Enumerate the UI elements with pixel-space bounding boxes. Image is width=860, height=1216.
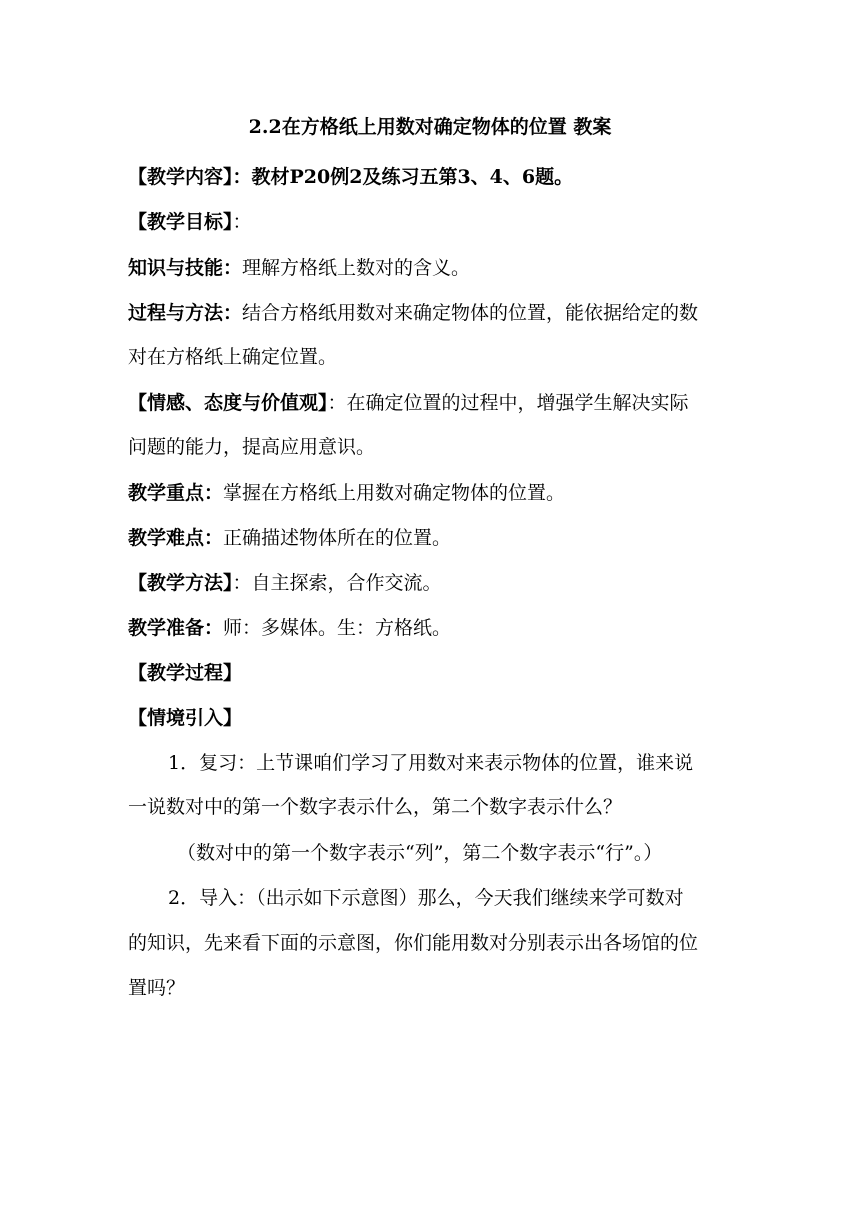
key-point-line [128,481,738,505]
key-point-text: 掌握在方格纸上用数对确定物体的位置。 [223,482,566,504]
difficulty-text: 正确描述物体所在的位置。 [223,527,452,549]
difficulty-line [128,526,738,550]
knowledge-skills-line [128,256,738,280]
emotion-values-text-1: ：在确定位置的过程中，增强学生解决实际 [327,392,689,414]
teaching-content-line [128,165,738,189]
knowledge-skills-label: 知识与技能： [128,257,243,279]
lead-in-line-2: 的知识，先来看下面的示意图，你们能用数对分别表示出各场馆的位 [128,932,699,954]
knowledge-skills-text: 理解方格纸上数对的含义。 [242,257,471,279]
scenario-intro-heading: 【情境引入】 [128,707,243,729]
emotion-values-label: 【情感、态度与价值观】 [128,392,328,414]
process-method-label: 过程与方法： [128,302,243,324]
review-line-2: 一说数对中的第一个数字表示什么，第二个数字表示什么？ [128,796,623,818]
emotion-values-line-2: 问题的能力，提高应用意识。 [128,436,376,458]
method-label: 【教学方法】 [128,572,233,594]
review-line-1: 1．复习：上节课咱们学习了用数对来表示物体的位置，谁来说 [168,752,694,774]
emotion-values-line-1 [128,391,738,415]
teaching-goals-colon: ： [232,211,252,233]
method-line [128,571,738,595]
difficulty-label: 教学难点： [128,527,224,549]
teaching-goals-heading [128,210,738,234]
key-point-label: 教学重点： [128,482,224,504]
method-text: ：自主探索，合作交流。 [232,572,442,594]
process-method-line-2: 对在方格纸上确定位置。 [128,346,338,368]
teaching-goals-label: 【教学目标】 [128,211,233,233]
lead-in-line-1: 2．导入：（出示如下示意图）那么，今天我们继续来学可数对 [168,887,684,909]
teaching-process-heading: 【教学过程】 [128,662,243,684]
preparation-label: 教学准备： [128,617,224,639]
review-answer: （数对中的第一个数字表示“列”，第二个数字表示“行”。） [177,842,663,864]
teaching-content-label: 【教学内容】 [128,166,233,188]
process-method-line-1 [128,301,738,325]
teaching-content-text: ：教材P20例2及练习五第3、4、6题。 [232,166,574,188]
lead-in-line-3: 置吗？ [128,977,186,999]
preparation-text: 师：多媒体。生：方格纸。 [223,617,452,639]
document-title: 2.2在方格纸上用数对确定物体的位置 教案 [248,116,612,138]
preparation-line [128,616,738,640]
process-method-text-1: 结合方格纸用数对来确定物体的位置，能依据给定的数 [242,302,699,324]
